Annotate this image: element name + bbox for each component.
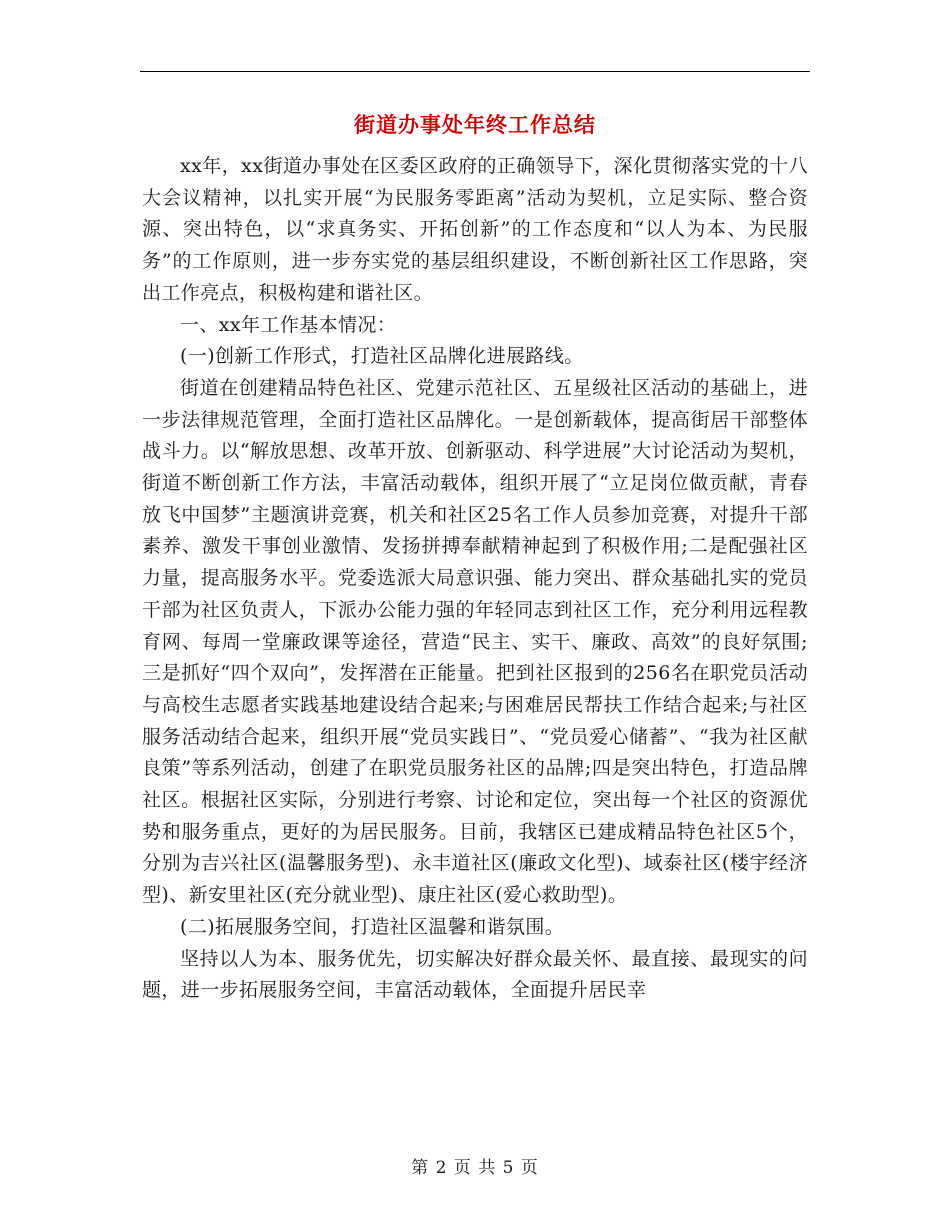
document-title: 街道办事处年终工作总结 (354, 112, 596, 137)
paragraph-subsection-2: 坚持以人为本、服务优先，切实解决好群众最关怀、最直接、最现实的问题，进一步拓展服务空间，丰富活动载体，全面提升居民幸 (142, 947, 808, 1002)
paragraph-intro: xx年，xx街道办事处在区委区政府的正确领导下，深化贯彻落实党的十八大会议精神，以扎实开展“为民服务零距离”活动为契机，立足实际、整合资源、突出特色，以“求真务实、开拓创新”的工作态度和“以人为本、为民服务”的工作原则，进一步夯实党的基层组织建设，不断创新社区工作思路，突出工作亮点，积极构建和谐社区。 (142, 155, 808, 304)
document-body (142, 151, 808, 1007)
heading-subsection-2: (二)拓展服务空间，打造社区温馨和谐氛围。 (180, 915, 565, 938)
paragraph-subsection-1: 街道在创建精品特色社区、党建示范社区、五星级社区活动的基础上，进一步法律规范管理，全面打造社区品牌化。一是创新载体，提高街居干部整体战斗力。以“解放思想、改革开放、创新驱动、科学进展”大讨论活动为契机，街道不断创新工作方法，丰富活动载体，组织开展了“立足岗位做贡献，青春放飞中国梦”主题演讲竞赛，机关和社区25名工作人员参加竞赛，对提升干部素养、激发干事创业激情、发扬拼搏奉献精神起到了积极作用;二是配强社区力量，提高服务水平。党委选派大局意识强、能力突出、群众基础扎实的党员干部为社区负责人，下派办公能力强的年轻同志到社区工作，充分利用远程教育网、每周一堂廉政课等途径，营造“民主、实干、廉政、高效”的良好氛围;三是抓好“四个双向”，发挥潜在正能量。把到社区报到的256名在职党员活动与高校生志愿者实践基地建设结合起来;与困难居民帮扶工作结合起来;与社区服务活动结合起来，组织开展“党员实践日”、“党员爱心储蓄”、“我为社区献良策”等系列活动，创建了在职党员服务社区的品牌;四是突出特色，打造品牌社区。根据社区实际，分别进行考察、讨论和定位，突出每一个社区的资源优势和服务重点，更好的为居民服务。目前，我辖区已建成精品特色社区5个，分别为吉兴社区(温馨服务型)、永丰道社区(廉政文化型)、域泰社区(楼宇经济型)、新安里社区(充分就业型)、康庄社区(爱心救助型)。 (142, 376, 808, 907)
page-footer (0, 1153, 950, 1178)
page-number: 第 2 页 共 5 页 (411, 1158, 539, 1178)
heading-section-1: 一、xx年工作基本情况： (180, 313, 397, 336)
heading-subsection-1: (一)创新工作形式，打造社区品牌化进展路线。 (180, 345, 584, 368)
header-rule (140, 71, 810, 72)
